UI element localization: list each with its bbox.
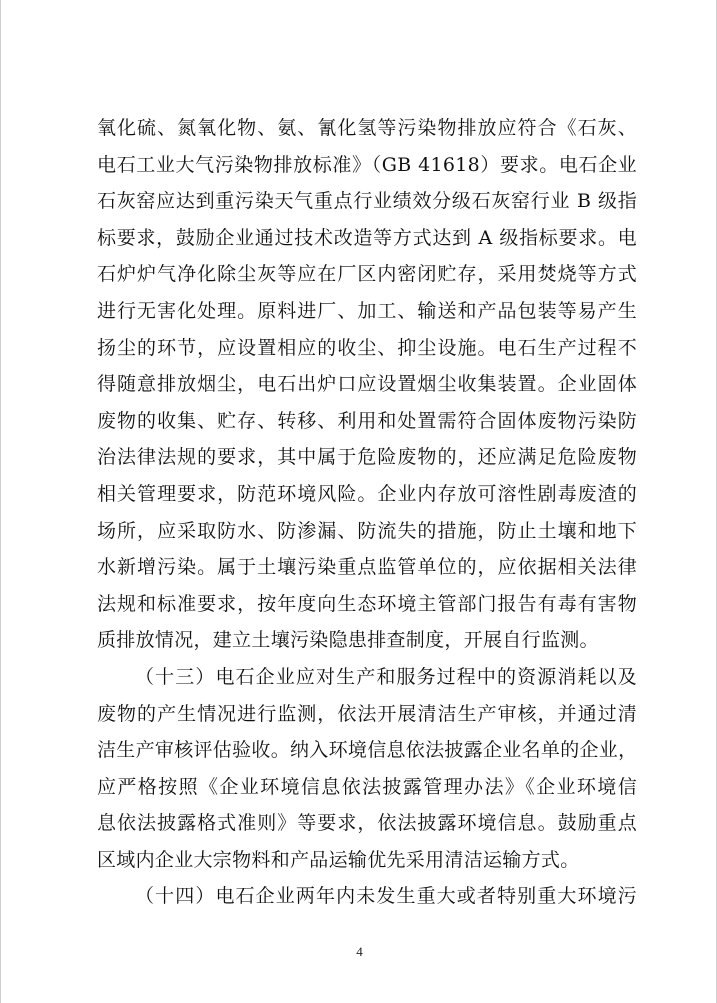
text-line: 质排放情况，建立土壤污染隐患排查制度，开展自行监测。 bbox=[97, 629, 599, 652]
paragraph-heading-14: （十四）电石企业两年内未发生重大或者特别重大环境污 bbox=[135, 885, 637, 908]
text-line: 废物的收集、贮存、转移、利用和处置需符合固体废物污染防 bbox=[97, 409, 637, 432]
text-line: 扬尘的环节，应设置相应的收尘、抑尘设施。电石生产过程不 bbox=[97, 336, 637, 359]
text-line: 石灰窑应达到重污染天气重点行业绩效分级石灰窑行业 B 级指 bbox=[97, 190, 637, 213]
text-line: 水新增污染。属于土壤污染重点监管单位的，应依据相关法律 bbox=[97, 556, 637, 579]
text-line: 场所，应采取防水、防渗漏、防流失的措施，防止土壤和地下 bbox=[97, 519, 637, 542]
text-line: 标要求，鼓励企业通过技术改造等方式达到 A 级指标要求。电 bbox=[97, 226, 637, 249]
text-line: 进行无害化处理。原料进厂、加工、输送和产品包装等易产生 bbox=[97, 299, 637, 322]
text-line: 电石工业大气污染物排放标准》（GB 41618）要求。电石企业 bbox=[97, 153, 637, 176]
text-line: 废物的产生情况进行监测，依法开展清洁生产审核，并通过清 bbox=[97, 702, 637, 725]
paragraph-heading-13: （十三）电石企业应对生产和服务过程中的资源消耗以及 bbox=[135, 665, 637, 688]
text-line: 应严格按照《企业环境信息依法披露管理办法》《企业环境信 bbox=[97, 775, 637, 798]
text-line: 治法律法规的要求，其中属于危险废物的，还应满足危险废物 bbox=[97, 446, 637, 469]
text-line: 区域内企业大宗物料和产品运输优先采用清洁运输方式。 bbox=[97, 848, 580, 871]
page-number: 4 bbox=[356, 944, 363, 959]
text-line: 洁生产审核评估验收。纳入环境信息依法披露企业名单的企业， bbox=[97, 739, 638, 762]
text-line: 相关管理要求，防范环境风险。企业内存放可溶性剧毒废渣的 bbox=[97, 482, 637, 505]
text-line: 息依法披露格式准则》等要求，依法披露环境信息。鼓励重点 bbox=[97, 812, 637, 835]
text-line: 法规和标准要求，按年度向生态环境主管部门报告有毒有害物 bbox=[97, 592, 637, 615]
body-text bbox=[97, 110, 637, 915]
text-line: 氧化硫、氮氧化物、氨、氰化氢等污染物排放应符合《石灰、 bbox=[97, 117, 637, 139]
text-line: 石炉炉气净化除尘灰等应在厂区内密闭贮存，采用焚烧等方式 bbox=[97, 263, 637, 286]
text-line: 得随意排放烟尘，电石出炉口应设置烟尘收集装置。企业固体 bbox=[97, 373, 637, 396]
